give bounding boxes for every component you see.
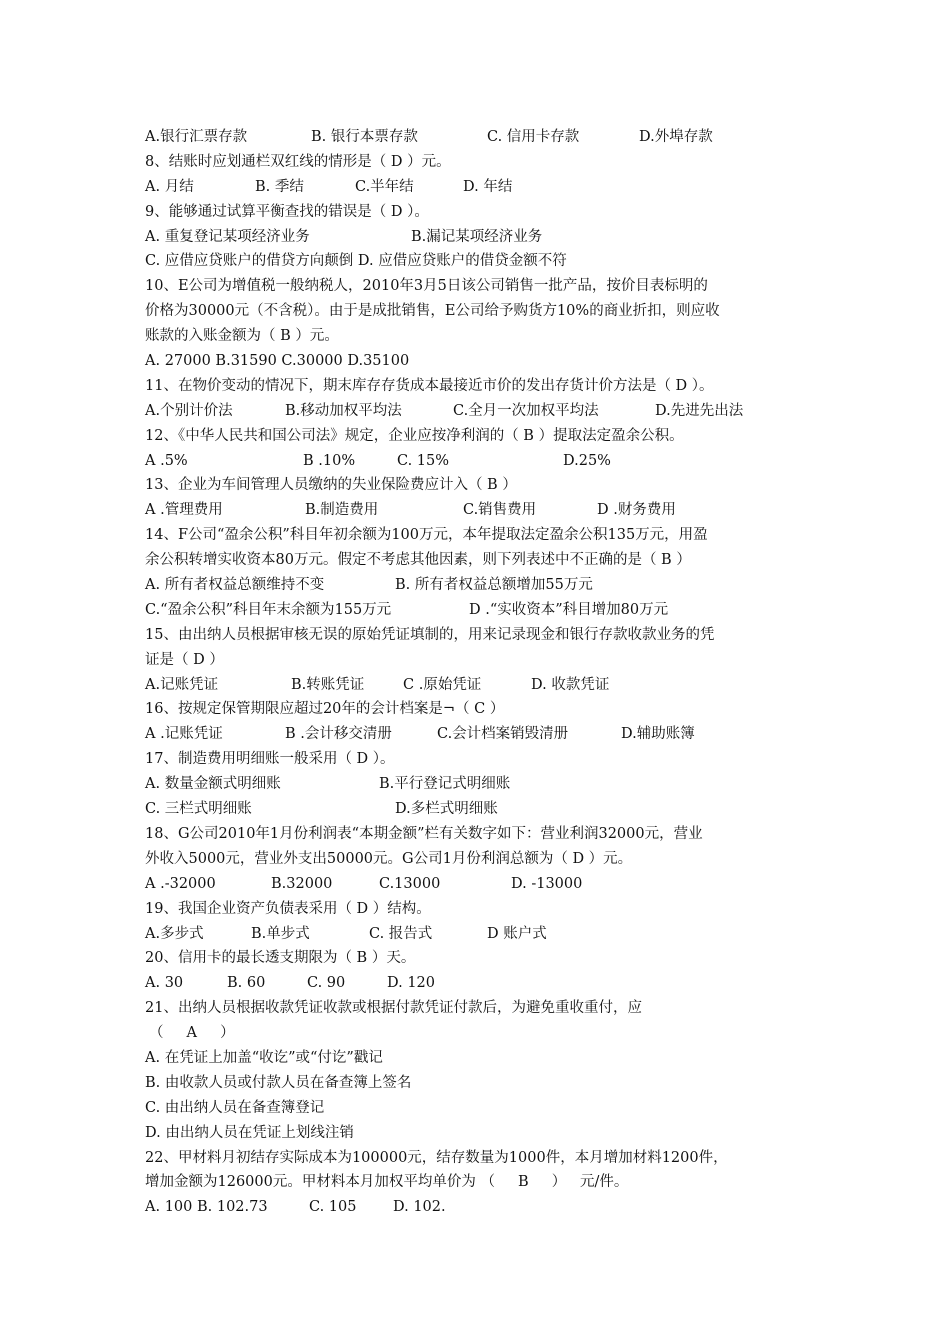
text-segment: C.半年结	[355, 178, 414, 195]
text-segment: 增加金额为126000元。甲材料本月加权平均单价为 （ B ） 元/件。	[145, 1174, 629, 1191]
text-segment: D. 收款凭证	[531, 676, 610, 693]
text-line	[145, 349, 815, 374]
text-segment: 16、按规定保管期限应超过20年的会计档案是¬（ C ）	[145, 701, 505, 718]
text-segment: C.“盈余公积”科目年末余额为155万元	[145, 601, 392, 618]
text-line	[145, 847, 815, 872]
text-segment: B.转账凭证	[291, 676, 365, 693]
text-line	[145, 374, 815, 399]
text-line	[145, 399, 815, 424]
text-segment: D. 由出纳人员在凭证上划线注销	[145, 1124, 354, 1141]
text-segment: A .-32000	[145, 875, 216, 892]
text-segment: A. 30	[145, 975, 184, 992]
text-segment: 11、在物价变动的情况下，期末库存存货成本最接近市价的发出存货计价方法是（ D ）。	[145, 377, 714, 394]
text-segment: B.移动加权平均法	[285, 402, 402, 419]
text-segment: C. 三栏式明细账	[145, 801, 252, 818]
text-line	[145, 772, 815, 797]
text-segment: C. 报告式	[369, 925, 433, 942]
text-line	[145, 747, 815, 772]
text-segment: C.全月一次加权平均法	[453, 402, 599, 419]
text-line	[145, 922, 815, 947]
text-segment: 17、制造费用明细账一般采用（ D ）。	[145, 751, 395, 768]
text-line	[145, 498, 815, 523]
text-segment: 账款的入账金额为（ B ）元。	[145, 328, 339, 345]
text-segment: 余公积转增实收资本80万元。假定不考虑其他因素，则下列表述中不正确的是（ B ）	[145, 552, 691, 569]
text-line	[145, 946, 815, 971]
text-segment: B. 由收款人员或付款人员在备查簿上签名	[145, 1074, 412, 1091]
text-segment: B.制造费用	[305, 502, 379, 519]
text-segment: D.25%	[563, 452, 611, 469]
text-segment: B.32000	[271, 875, 333, 892]
text-segment: D.外埠存款	[639, 129, 713, 145]
text-segment: C.会计档案销毁清册	[437, 726, 569, 743]
text-segment: 10、E公司为增值税一般纳税人，2010年3月5日该公司销售一批产品，按价目表标明的	[145, 278, 708, 295]
text-segment: A.多步式	[145, 925, 204, 942]
text-segment: C. 由出纳人员在备查簿登记	[145, 1099, 325, 1116]
text-line	[145, 996, 815, 1021]
text-segment: 20、信用卡的最长透支期限为（ B ）天。	[145, 950, 416, 967]
text-segment: B. 60	[227, 975, 266, 992]
text-segment: B .10%	[303, 452, 356, 469]
text-segment: C. 信用卡存款	[487, 129, 580, 145]
text-segment: C. 应借应贷账户的借贷方向颠倒 D. 应借应贷账户的借贷金额不符	[145, 253, 567, 270]
text-segment: C. 90	[307, 975, 346, 992]
text-line	[145, 573, 815, 598]
text-line	[145, 274, 815, 299]
text-segment: A .记账凭证	[145, 726, 223, 743]
text-line	[145, 299, 815, 324]
text-segment: 15、由出纳人员根据审核无误的原始凭证填制的，用来记录现金和银行存款收款业务的凭	[145, 626, 715, 643]
text-segment: D.先进先出法	[655, 402, 744, 419]
text-segment: 21、出纳人员根据收款凭证收款或根据付款凭证付款后，为避免重收重付，应	[145, 1000, 642, 1017]
text-line	[145, 1195, 815, 1220]
text-segment: A. 重复登记某项经济业务	[145, 228, 310, 245]
text-line	[145, 249, 815, 274]
text-segment: B.平行登记式明细账	[379, 776, 511, 793]
text-segment: （ A ）	[149, 1025, 235, 1042]
text-segment: 8、结账时应划通栏双红线的情形是（ D ）元。	[145, 153, 451, 170]
text-line	[145, 598, 815, 623]
text-segment: A. 在凭证上加盖“收讫”或“付讫”戳记	[145, 1049, 383, 1066]
text-line	[145, 673, 815, 698]
text-line	[145, 1046, 815, 1071]
text-segment: A. 27000 B.31590 C.30000 D.35100	[145, 353, 410, 370]
text-segment: 外收入5000元，营业外支出50000元。G公司1月份利润总额为（ D ）元。	[145, 850, 633, 867]
text-line	[145, 1121, 815, 1146]
text-segment: B. 银行本票存款	[311, 129, 418, 145]
text-segment: A. 月结	[145, 178, 194, 195]
text-line	[145, 175, 815, 200]
text-segment: D. 120	[387, 975, 436, 992]
text-segment: D.多栏式明细账	[395, 801, 498, 818]
text-segment: C.销售费用	[463, 502, 537, 519]
text-line	[145, 548, 815, 573]
text-segment: 证是（ D ）	[145, 651, 224, 668]
text-line	[145, 797, 815, 822]
text-segment: B .会计移交清册	[285, 726, 392, 743]
text-segment: D .“实收资本”科目增加80万元	[469, 601, 669, 618]
text-segment: A.记账凭证	[145, 676, 219, 693]
text-line	[145, 722, 815, 747]
text-segment: B.单步式	[251, 925, 310, 942]
text-line	[145, 897, 815, 922]
text-segment: C. 15%	[397, 452, 450, 469]
text-segment: B.漏记某项经济业务	[411, 228, 543, 245]
text-segment: D 账户式	[487, 925, 547, 942]
text-segment: A. 100 B. 102.73	[145, 1199, 268, 1216]
text-line	[145, 697, 815, 722]
text-segment: 22、甲材料月初结存实际成本为100000元，结存数量为1000件，本月增加材料1200件，	[145, 1149, 728, 1166]
text-segment: 14、F公司“盈余公积”科目年初余额为100万元，本年提取法定盈余公积135万元，用盈	[145, 527, 708, 544]
text-line	[145, 1096, 815, 1121]
text-segment: 13、企业为车间管理人员缴纳的失业保险费应计入（ B ）	[145, 477, 517, 494]
text-line	[145, 424, 815, 449]
text-line	[145, 822, 815, 847]
text-segment: C .原始凭证	[403, 676, 482, 693]
text-segment: B. 所有者权益总额增加55万元	[395, 577, 593, 594]
text-line	[145, 648, 815, 673]
text-segment: 19、我国企业资产负债表采用（ D ）结构。	[145, 900, 431, 917]
text-line	[145, 449, 815, 474]
text-line	[145, 1170, 815, 1195]
text-line	[145, 1021, 815, 1046]
text-line	[145, 225, 815, 250]
text-line	[145, 872, 815, 897]
text-line	[145, 150, 815, 175]
text-segment: A.个别计价法	[145, 402, 233, 419]
text-segment: 12、《中华人民共和国公司法》规定，企业应按净利润的（ B ）提取法定盈余公积。	[145, 427, 684, 444]
text-line	[145, 324, 815, 349]
text-segment: C. 105	[309, 1199, 357, 1216]
text-segment: D .财务费用	[597, 502, 676, 519]
text-segment: 价格为30000元（不含税）。由于是成批销售，E公司给予购货方10%的商业折扣，则应收	[145, 303, 720, 320]
text-segment: A.银行汇票存款	[145, 129, 248, 145]
text-segment: A .5%	[145, 452, 188, 469]
text-segment: C.13000	[379, 875, 441, 892]
text-line	[145, 200, 815, 225]
text-line	[145, 473, 815, 498]
text-segment: D. 年结	[463, 178, 513, 195]
text-line	[145, 523, 815, 548]
text-segment: D. -13000	[511, 875, 583, 892]
text-line	[145, 623, 815, 648]
text-segment: D.辅助账簿	[621, 726, 695, 743]
text-line	[145, 1071, 815, 1096]
text-segment: 18、G公司2010年1月份利润表“本期金额”栏有关数字如下：营业利润32000元，营业	[145, 825, 703, 842]
text-line	[145, 1146, 815, 1171]
text-segment: D. 102.	[393, 1199, 446, 1216]
document-page	[145, 125, 815, 1220]
text-segment: A. 所有者权益总额维持不变	[145, 577, 325, 594]
text-line	[145, 971, 815, 996]
text-segment: 9、能够通过试算平衡查找的错误是（ D ）。	[145, 203, 429, 220]
text-segment: A. 数量金额式明细账	[145, 776, 281, 793]
text-segment: A .管理费用	[145, 502, 223, 519]
text-line	[145, 125, 815, 150]
text-segment: B. 季结	[255, 178, 304, 195]
